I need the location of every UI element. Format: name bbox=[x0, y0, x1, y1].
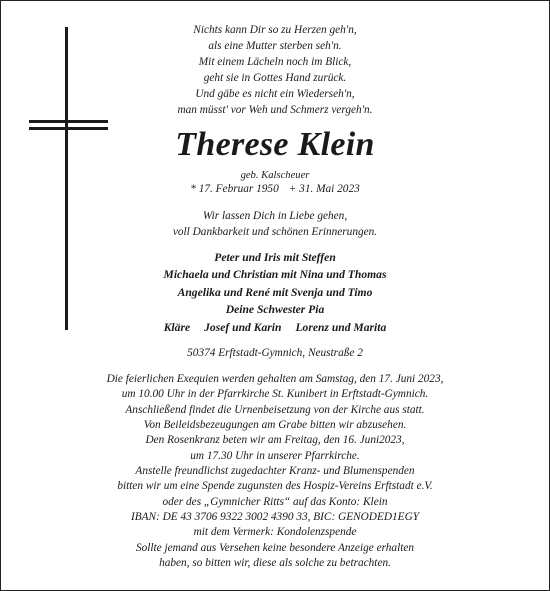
notice-line: Anstelle freundlichst zugedachter Kranz- und Blumenspenden bbox=[135, 465, 415, 478]
mourner-line: Deine Schwester Pia bbox=[225, 303, 325, 317]
notice-line: mit dem Vermerk: Kondolenzspende bbox=[193, 526, 357, 539]
mourner-line bbox=[30, 319, 520, 336]
notice-line: Die feierlichen Exequien werden gehalten am Samstag, den 17. Juni 2023, bbox=[106, 373, 444, 385]
address: 50374 Erftstadt-Gymnich, Neustraße 2 bbox=[187, 347, 363, 359]
poem-line: als eine Mutter sterben seh'n. bbox=[208, 39, 342, 52]
notice-line: um 17.30 Uhr in unserer Pfarrkirche. bbox=[190, 449, 360, 462]
mourner-name: Lorenz und Marita bbox=[295, 320, 387, 334]
birth-name: geb. Kalscheuer bbox=[240, 170, 310, 181]
mourner-name: Josef und Karin bbox=[204, 320, 282, 334]
poem-line: geht sie in Gottes Hand zurück. bbox=[203, 71, 347, 84]
notice-line: IBAN: DE 43 3706 9322 3002 4390 33, BIC: GENODED1EGY bbox=[130, 511, 420, 524]
mourner-line: Angelika und René mit Svenja und Timo bbox=[177, 285, 373, 299]
poem-line: Nichts kann Dir so zu Herzen geh'n, bbox=[193, 24, 357, 36]
mourner-name: Kläre bbox=[163, 320, 191, 334]
death-date: + 31. Mai 2023 bbox=[288, 183, 360, 195]
poem-line: man müsst' vor Weh und Schmerz vergeh'n. bbox=[177, 103, 373, 116]
farewell-line: voll Dankbarkeit und schönen Erinnerungen. bbox=[172, 226, 378, 238]
notice-line: oder des „Gymnicher Ritts“ auf das Konto: Klein bbox=[162, 495, 388, 508]
life-dates bbox=[30, 181, 520, 197]
poem-line: Und gäbe es nicht ein Wiederseh'n, bbox=[195, 87, 355, 100]
birth-date: * 17. Februar 1950 bbox=[190, 183, 279, 195]
notice-line: Den Rosenkranz beten wir am Freitag, den 16. Juni2023, bbox=[145, 434, 405, 447]
notice-line: haben, so bitten wir, diese als solche zu betrachten. bbox=[159, 557, 391, 570]
farewell-line: Wir lassen Dich in Liebe gehen, bbox=[202, 210, 348, 222]
funeral-notice bbox=[30, 372, 520, 571]
farewell-text bbox=[30, 208, 520, 240]
cross-horizontal-bar bbox=[29, 120, 108, 123]
notice-line: bitten wir um eine Spende zugunsten des Hospiz-Vereins Erftstadt e.V. bbox=[117, 480, 433, 493]
notice-line: Von Beileidsbezeugungen am Grabe bitten wir abzusehen. bbox=[143, 419, 407, 432]
mourner-line: Peter und Iris mit Steffen bbox=[214, 251, 336, 264]
mourner-line: Michaela und Christian mit Nina und Thomas bbox=[163, 268, 387, 282]
deceased-name: Therese Klein bbox=[175, 126, 375, 163]
notice-line: Anschließend findet die Urnenbeisetzung von der Kirche aus statt. bbox=[125, 403, 425, 416]
notice-line: um 10.00 Uhr in der Pfarrkirche St. Kunibert in Erftstadt-Gymnich. bbox=[121, 388, 429, 401]
notice-line: Sollte jemand aus Versehen keine besondere Anzeige erhalten bbox=[135, 541, 415, 554]
mourners-list bbox=[30, 249, 520, 336]
poem-line: Mit einem Lächeln noch im Blick, bbox=[198, 55, 352, 68]
memorial-poem bbox=[30, 23, 520, 118]
